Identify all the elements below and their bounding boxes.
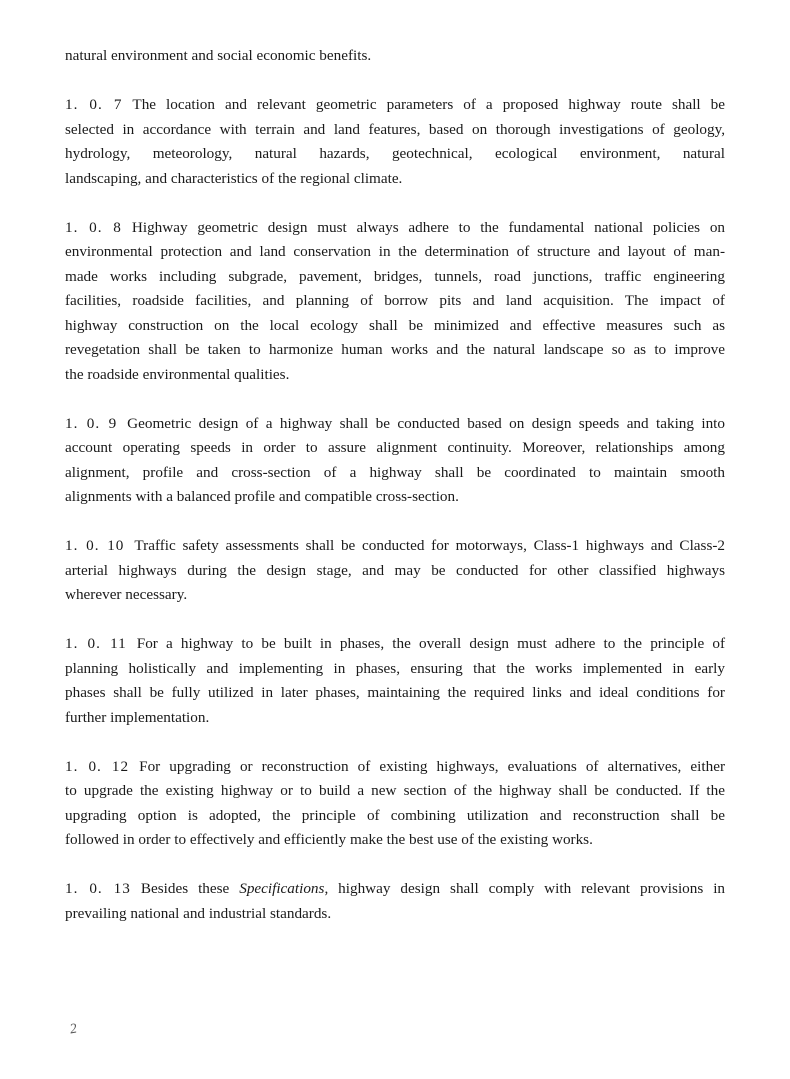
specifications-title: Specifications <box>239 880 325 897</box>
page-number: 2 <box>68 1021 79 1038</box>
clause-1-0-11 <box>65 632 725 730</box>
text-line: The location and relevant geometric parameters of a proposed highway route shall be <box>132 96 725 113</box>
clause-number: 1. 0. 7 <box>65 96 123 113</box>
text-line: the roadside environmental qualities. <box>65 365 290 383</box>
text-line: arterial highways during the design stage, and may be conducted for other classified highways <box>65 561 725 579</box>
text-segment: , highway design shall comply with relevant provisions in <box>324 880 726 897</box>
text-line: phases shall be fully utilized in later phases, maintaining the required links and ideal conditions for <box>65 684 725 701</box>
text-line: environmental protection and land conservation in the determination of structure and layout of man- <box>65 243 725 260</box>
text-line: For upgrading or reconstruction of existing highways, evaluations of alternatives, either <box>139 757 725 775</box>
text-line: further implementation. <box>65 708 210 726</box>
text-line: facilities, roadside facilities, and planning of borrow pits and land acquisition. The impact of <box>65 292 725 309</box>
text-line: landscaping, and characteristics of the regional climate. <box>65 169 403 187</box>
clause-number: 1. 0. 13 <box>65 880 131 897</box>
text-line: wherever necessary. <box>65 586 188 603</box>
text-line: made works including subgrade, pavement, bridges, tunnels, road junctions, traffic engineering <box>65 267 725 285</box>
text-line: revegetation shall be taken to harmonize human works and the natural landscape so as to improve <box>65 341 725 358</box>
text-line: upgrading option is adopted, the principle of combining utilization and reconstruction shall be <box>65 806 725 824</box>
clause-1-0-10 <box>65 534 725 608</box>
text-line: For a highway to be built in phases, the overall design must adhere to the principle of <box>136 635 726 652</box>
text-line: planning holistically and implementing in phases, ensuring that the works implemented in early <box>65 659 725 677</box>
continuation-paragraph <box>65 44 725 69</box>
text-line: Traffic safety assessments shall be conducted for motorways, Class-1 highways and Class-2 <box>134 537 725 554</box>
text-line: Highway geometric design must always adhere to the fundamental national policies on <box>131 218 726 236</box>
text-line: alignment, profile and cross-section of a highway shall be coordinated to maintain smooth <box>65 463 725 481</box>
clause-number: 1. 0. 11 <box>65 635 127 652</box>
clause-number: 1. 0. 10 <box>65 537 125 554</box>
text-segment: Besides these <box>140 880 240 897</box>
clause-1-0-9 <box>65 412 725 510</box>
clause-number: 1. 0. 8 <box>65 218 122 236</box>
text-line: selected in accordance with terrain and land features, based on thorough investigations of geology, <box>65 120 725 138</box>
clause-number: 1. 0. 12 <box>65 757 130 775</box>
clause-1-0-12 <box>65 755 725 853</box>
document-page <box>65 44 725 951</box>
text-line: alignments with a balanced profile and compatible cross-section. <box>65 488 459 505</box>
text-line: highway construction on the local ecology shall be minimized and effective measures such as <box>65 316 725 334</box>
text-line: natural environment and social economic benefits. <box>65 47 372 64</box>
clause-1-0-8 <box>65 216 725 388</box>
text-line: prevailing national and industrial standards. <box>65 904 332 922</box>
text-line: followed in order to effectively and efficiently make the best use of the existing works. <box>65 831 593 848</box>
clause-number: 1. 0. 9 <box>65 414 118 432</box>
clause-1-0-7 <box>65 93 725 191</box>
text-line: account operating speeds in order to assure alignment continuity. Moreover, relationships among <box>65 439 725 456</box>
text-line: Geometric design of a highway shall be conducted based on design speeds and taking into <box>127 414 725 432</box>
text-line: to upgrade the existing highway or to build a new section of the highway shall be conducted. If the <box>65 782 725 799</box>
text-line: hydrology, meteorology, natural hazards, geotechnical, ecological environment, natural <box>65 145 725 162</box>
clause-1-0-13 <box>65 877 725 926</box>
